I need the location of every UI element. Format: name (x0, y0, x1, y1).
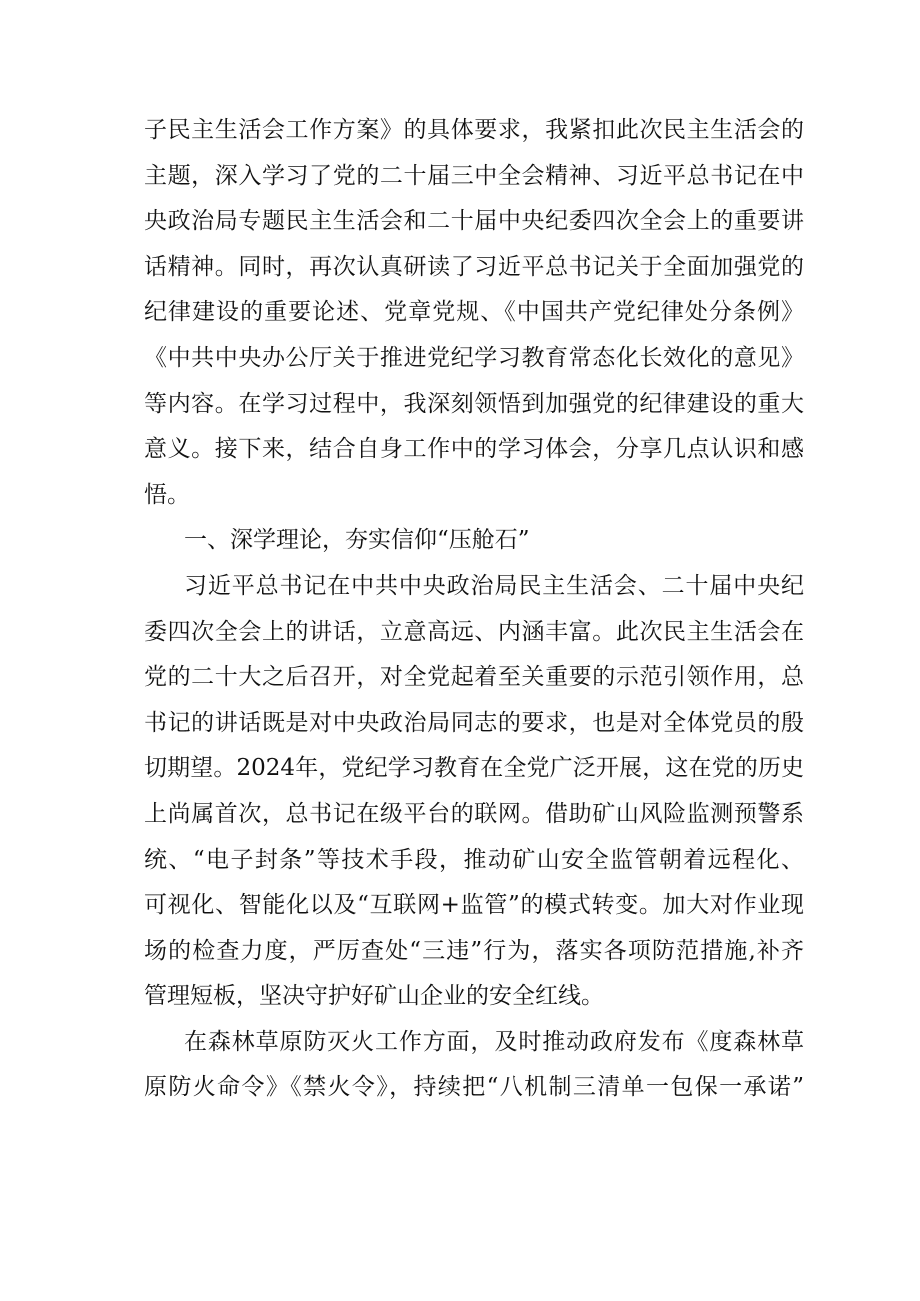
text-line: 央政治局专题民主生活会和二十届中央纪委四次全会上的重要讲 (144, 208, 804, 235)
text-line: 子民主生活会工作方案》的具体要求，我紧扣此次民主生活会的 (144, 117, 804, 143)
text-line: 等内容。在学习过程中，我深刻领悟到加强党的纪律建设的重大 (144, 390, 804, 417)
paragraph-body-1 (144, 564, 804, 1020)
text-line: 管理短板，坚决守护好矿山企业的安全红线。 (144, 983, 604, 1010)
text-line: 统、“电子封条”等技术手段，推动矿山安全监管朝着远程化、 (144, 846, 804, 873)
section-heading-text: 一、深学理论，夯实信仰“压舱石” (184, 527, 530, 554)
text-line: 《中共中央办公厅关于推进党纪学习教育常态化长效化的意见》 (144, 344, 804, 371)
text-line: 话精神。同时，再次认真研读了习近平总书记关于全面加强党的 (144, 253, 804, 280)
text-line: 上尚属首次，总书记在级平台的联网。借助矿山风险监测预警系 (144, 800, 804, 827)
text-line: 原防火命令》《禁火令》，持续把“八机制三清单一包保一承诺” (144, 1074, 804, 1101)
section-heading (144, 518, 804, 564)
text-line: 习近平总书记在中共中央政治局民主生活会、二十届中央纪 (184, 572, 804, 599)
text-line: 悟。 (144, 481, 190, 508)
text-line: 主题，深入学习了党的二十届三中全会精神、习近平总书记在中 (144, 162, 804, 189)
paragraph-body-2 (144, 1020, 804, 1111)
text-line: 意义。接下来，结合自身工作中的学习体会，分享几点认识和感 (144, 436, 804, 463)
text-line: 书记的讲话既是对中央政治局同志的要求，也是对全体党员的殷 (144, 709, 804, 736)
text-line: 切期望。2024年，党纪学习教育在全党广泛开展，这在党的历史 (144, 755, 804, 782)
text-line: 委四次全会上的讲话，立意高远、内涵丰富。此次民主生活会在 (144, 618, 804, 645)
text-line: 在森林草原防灭火工作方面，及时推动政府发布《度森林草 (184, 1028, 804, 1055)
paragraph-intro (144, 108, 804, 518)
text-line: 场的检查力度，严厉查处“三违”行为，落实各项防范措施,补齐 (144, 937, 804, 964)
text-line: 可视化、智能化以及“互联网+监管”的模式转变。加大对作业现 (144, 892, 804, 919)
text-line: 党的二十大之后召开，对全党起着至关重要的示范引领作用，总 (144, 664, 804, 691)
text-line: 纪律建设的重要论述、党章党规、《中国共产党纪律处分条例》 (144, 299, 804, 326)
document-body (144, 108, 804, 1111)
